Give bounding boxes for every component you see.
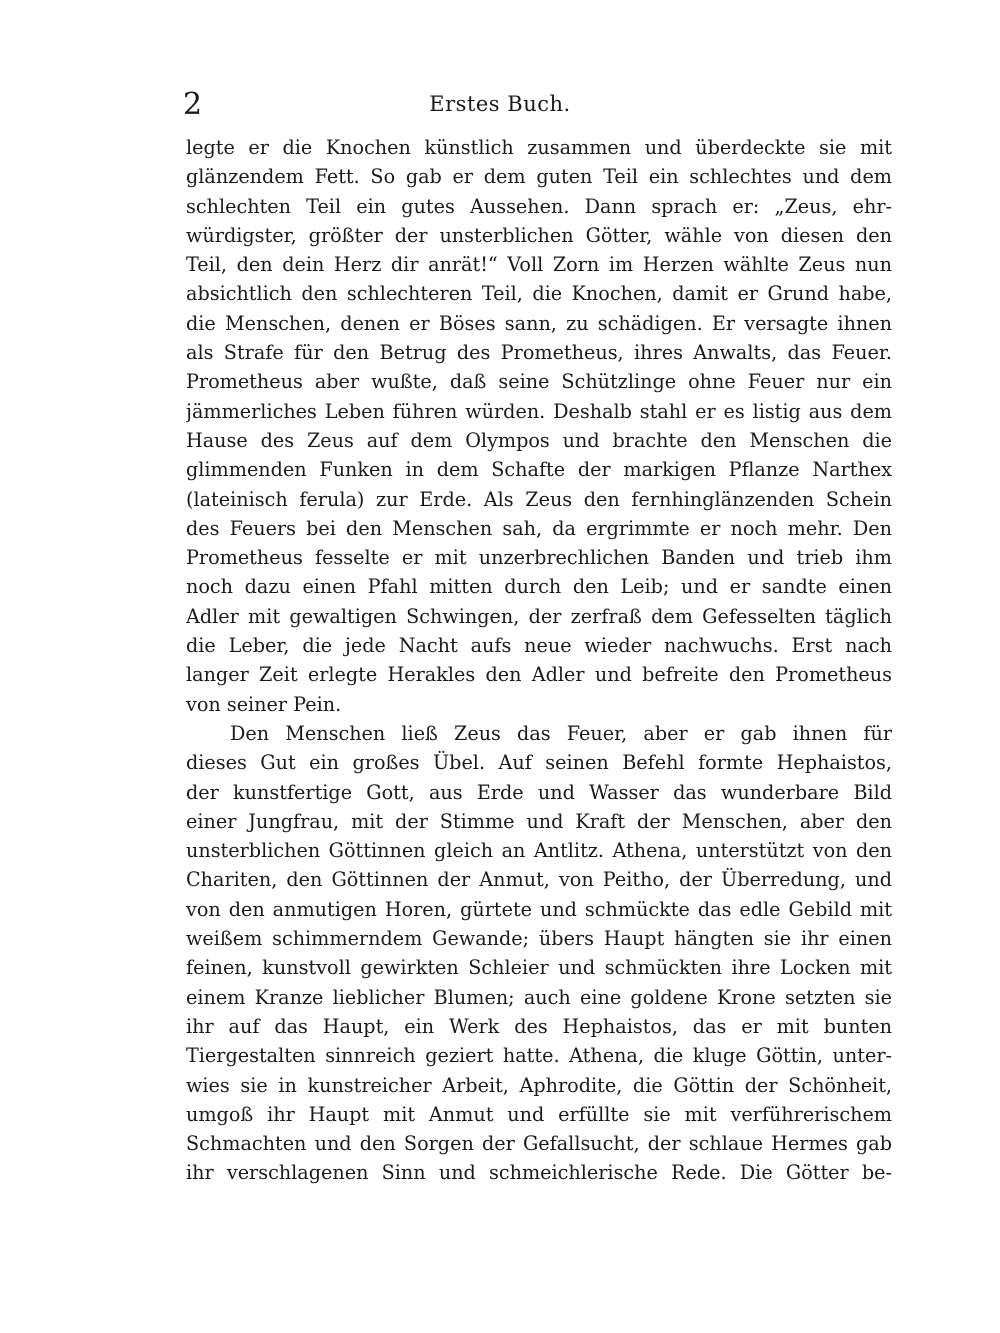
text-line: Schmachten und den Sorgen der Gefallsucht, der schlaue Hermes gab — [186, 1132, 892, 1156]
text-line: unsterblichen Göttinnen gleich an Antlitz. Athena, unterstützt von den — [186, 839, 892, 863]
text-line: Prometheus fesselte er mit unzerbrechlichen Banden und trieb ihm — [186, 546, 892, 570]
text-line: Hause des Zeus auf dem Olympos und brachte den Menschen die — [186, 428, 892, 452]
text-line: glimmenden Funken in dem Schafte der markigen Pflanze Narthex — [186, 458, 892, 482]
text-line: ihr verschlagenen Sinn und schmeichlerische Rede. Die Götter be- — [186, 1161, 892, 1185]
text-line: glänzendem Fett. So gab er dem guten Teil ein schlechtes und dem — [186, 165, 892, 189]
text-line: würdigster, größter der unsterblichen Götter, wähle von diesen den — [186, 223, 892, 247]
text-line: Prometheus aber wußte, daß seine Schützlinge ohne Feuer nur ein — [186, 370, 892, 394]
text-line: Chariten, den Göttinnen der Anmut, von Peitho, der Überredung, und — [186, 868, 892, 892]
paragraph-start-line: Den Menschen ließ Zeus das Feuer, aber er gab ihnen für — [230, 721, 892, 745]
page-number: 2 — [183, 87, 203, 122]
text-line: weißem schimmerndem Gewande; übers Haupt hängten sie ihr einen — [186, 927, 892, 951]
body-text — [186, 133, 892, 1188]
text-line: absichtlich den schlechteren Teil, die Knochen, damit er Grund habe, — [186, 282, 892, 306]
paragraph-end-line: von seiner Pein. — [186, 692, 342, 716]
text-line: wies sie in kunstreicher Arbeit, Aphrodite, die Göttin der Schönheit, — [186, 1073, 892, 1097]
text-line: ihr auf das Haupt, ein Werk des Hephaistos, das er mit bunten — [186, 1014, 892, 1038]
text-line: als Strafe für den Betrug des Prometheus, ihres Anwalts, das Feuer. — [186, 341, 892, 365]
text-line: die Menschen, denen er Böses sann, zu schädigen. Er versagte ihnen — [186, 311, 892, 335]
text-line: dieses Gut ein großes Übel. Auf seinen Befehl formte Hephaistos, — [186, 751, 892, 775]
text-line: Adler mit gewaltigen Schwingen, der zerfraß dem Gefesselten täglich — [186, 604, 892, 628]
text-line: Teil, den dein Herz dir anrät!“ Voll Zorn im Herzen wählte Zeus nun — [186, 253, 892, 277]
text-line: einer Jungfrau, mit der Stimme und Kraft der Menschen, aber den — [186, 809, 892, 833]
text-line: feinen, kunstvoll gewirkten Schleier und schmückten ihre Locken mit — [186, 956, 892, 980]
text-line: langer Zeit erlegte Herakles den Adler und befreite den Prometheus — [186, 663, 892, 687]
text-line: Tiergestalten sinnreich geziert hatte. Athena, die kluge Göttin, unter- — [186, 1044, 892, 1068]
text-line: der kunstfertige Gott, aus Erde und Wasser das wunderbare Bild — [186, 780, 892, 804]
text-line: schlechten Teil ein gutes Aussehen. Dann sprach er: „Zeus, ehr- — [186, 194, 892, 218]
text-line: umgoß ihr Haupt mit Anmut und erfüllte sie mit verführerischem — [186, 1102, 892, 1126]
running-title: Erstes Buch. — [429, 92, 571, 116]
text-line: legte er die Knochen künstlich zusammen und überdeckte sie mit — [186, 136, 892, 159]
text-line: des Feuers bei den Menschen sah, da ergrimmte er noch mehr. Den — [186, 516, 892, 540]
text-line: noch dazu einen Pfahl mitten durch den Leib; und er sandte einen — [186, 575, 892, 599]
text-line: jämmerliches Leben führen würden. Deshalb stahl er es listig aus dem — [186, 399, 892, 423]
text-line: einem Kranze lieblicher Blumen; auch eine goldene Krone setzten sie — [186, 985, 892, 1009]
text-line: (lateinisch ferula) zur Erde. Als Zeus den fernhinglänzenden Schein — [186, 487, 892, 511]
text-line: die Leber, die jede Nacht aufs neue wieder nachwuchs. Erst nach — [186, 634, 892, 658]
text-line: von den anmutigen Horen, gürtete und schmückte das edle Gebild mit — [186, 897, 892, 921]
